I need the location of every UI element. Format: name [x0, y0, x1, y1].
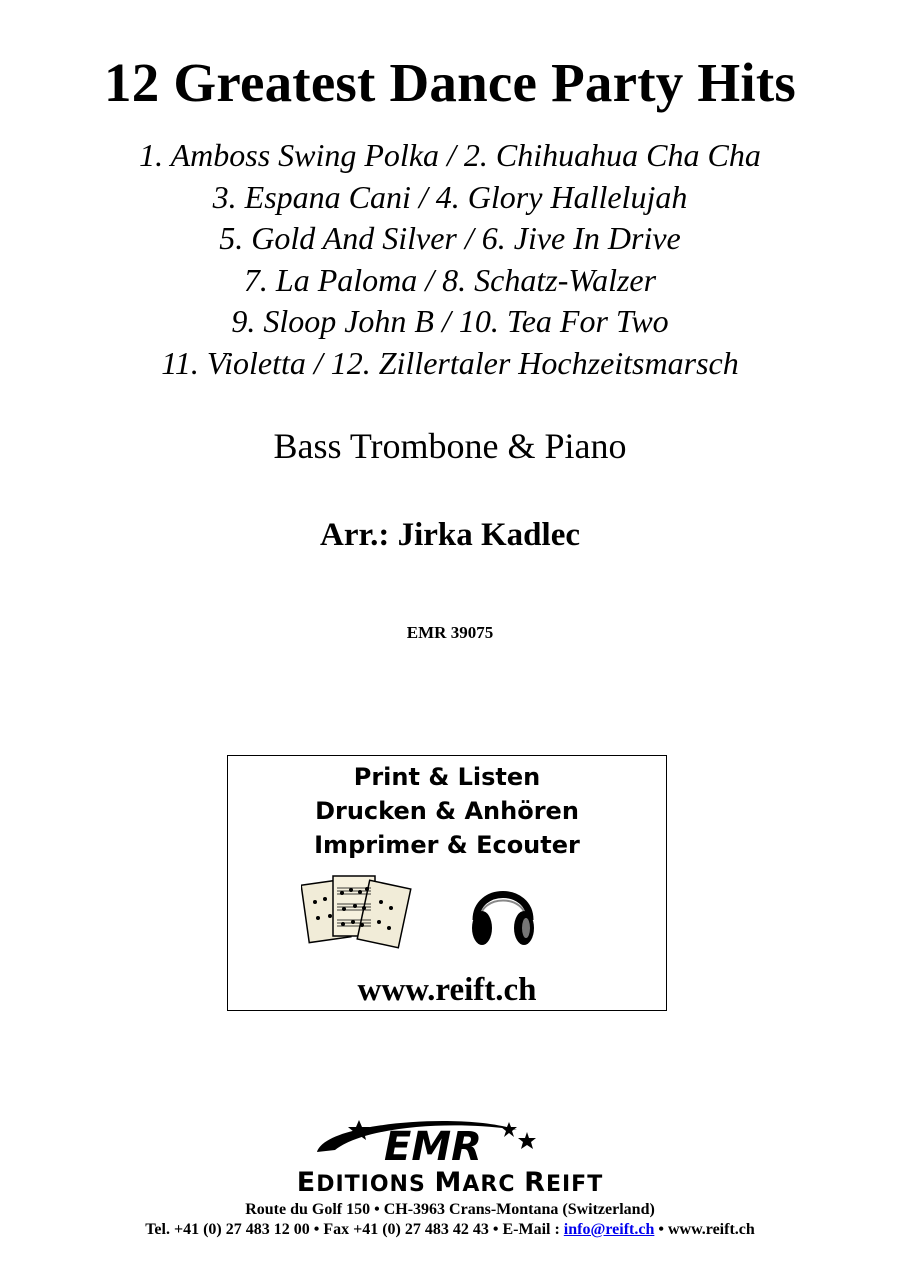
song-line: 9. Sloop John B / 10. Tea For Two: [231, 303, 669, 340]
instrumentation: Bass Trombone & Piano: [273, 426, 627, 466]
print-listen-box: [227, 755, 667, 1011]
promo-line-en: Print & Listen: [353, 763, 541, 791]
promo-line-de: Drucken & Anhören: [315, 797, 579, 825]
publisher-letter: R: [524, 1167, 546, 1198]
publisher-address: Route du Golf 150 • CH-3963 Crans-Montana (Switzerland): [245, 1201, 655, 1218]
sheet-music-icon: [301, 872, 413, 952]
contact-website: • www.reift.ch: [658, 1221, 755, 1238]
promo-line-fr: Imprimer & Ecouter: [314, 831, 580, 859]
song-line: 3. Espana Cani / 4. Glory Hallelujah: [212, 178, 688, 215]
emr-logo: [255, 1112, 645, 1168]
email-link[interactable]: info@reift.ch: [563, 1221, 655, 1238]
catalog-code: EMR 39075: [406, 623, 494, 642]
contact-phone-fax: Tel. +41 (0) 27 483 12 00 • Fax +41 (0) 27 483 42 43 • E-Mail :: [145, 1221, 560, 1238]
song-line: 5. Gold And Silver / 6. Jive In Drive: [219, 220, 681, 257]
publisher-part: DITIONS: [316, 1172, 426, 1197]
logo-mark: EMR: [384, 1124, 482, 1168]
publisher-contact: [0, 1219, 900, 1240]
song-line: 1. Amboss Swing Polka / 2. Chihuahua Cha Cha: [139, 137, 761, 173]
arranger: Arr.: Jirka Kadlec: [320, 517, 580, 553]
publisher-part: EIFT: [545, 1172, 604, 1197]
page-title: 12 Greatest Dance Party Hits: [104, 52, 796, 113]
headphones-icon: [468, 876, 538, 950]
publisher-part: ARC: [462, 1172, 516, 1197]
publisher-name: [0, 1168, 900, 1200]
publisher-letter: E: [296, 1167, 317, 1198]
song-line: 7. La Paloma / 8. Schatz-Walzer: [243, 261, 657, 298]
song-line: 11. Violetta / 12. Zillertaler Hochzeitsmarsch: [161, 344, 739, 381]
publisher-letter: M: [434, 1167, 463, 1198]
song-list: [0, 135, 900, 385]
promo-url[interactable]: www.reift.ch: [357, 972, 537, 1008]
